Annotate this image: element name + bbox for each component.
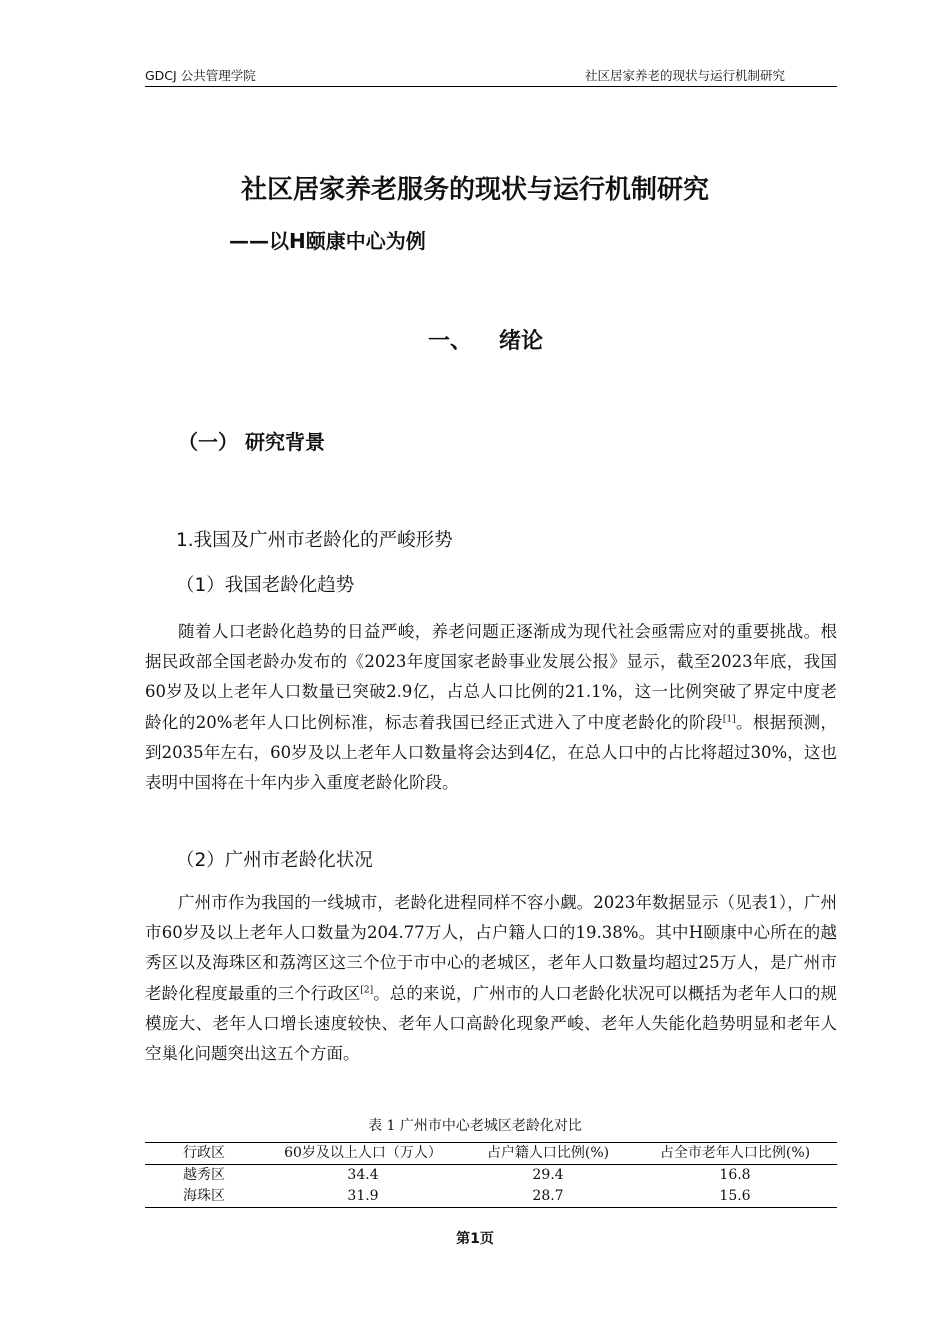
table-cell: 16.8 <box>719 1167 751 1183</box>
page-header <box>145 68 837 87</box>
part1-text-a: 随着人口老龄化趋势的日益严峻，养老问题正逐渐成为现代社会亟需应对的重要挑战。根据民政部全国老龄办发布的《2023年度国家老龄事业发展公报》显示，截至2023年底，我国60岁及以上老年人口数量已突破2.9亿，占总人口比例的21.1%，这一比例突破了界定中度老龄化的20%老年人口比例标准，标志着我国已经正式进入了中度老龄化的阶段 <box>145 622 837 732</box>
table-cell: 34.4 <box>347 1167 379 1183</box>
topic-heading: 1.我国及广州市老龄化的严峻形势 <box>176 530 453 551</box>
table-cell: 31.9 <box>347 1188 379 1204</box>
header-right-text: 社区居家养老的现状与运行机制研究 <box>584 68 785 83</box>
part2-heading: （2）广州市老龄化状况 <box>176 850 373 871</box>
subsection-heading <box>178 427 325 457</box>
section-number: 一、 <box>428 329 473 354</box>
part1-text-b: 。根据预测，到2035年左右，60岁及以上老年人口数量将会达到4亿，在总人口中的占比将超过30%，这也表明中国将在十年内步入重度老龄化阶段。 <box>145 712 837 793</box>
part2-text-a: 广州市作为我国的一线城市，老龄化进程同样不容小觑。2023年数据显示（见表1），广州市60岁及以上老年人口数量为204.77万人，占户籍人口的19.38%。其中H颐康中心所在的越秀区以及海珠区和荔湾区这三个位于市中心的老城区，老年人口数量均超过25万人，是广州市老龄化程度最重的三个行政区 <box>145 893 837 1003</box>
document-subtitle: ——以H颐康中心为例 <box>229 229 426 253</box>
table-row <box>145 1186 837 1208</box>
document-title: 社区居家养老服务的现状与运行机制研究 <box>240 175 709 205</box>
aging-comparison-table <box>145 1142 837 1208</box>
subsection-title: 研究背景 <box>245 430 325 454</box>
table-cell: 28.7 <box>532 1188 564 1204</box>
header-left-text: GDCJ 公共管理学院 <box>145 68 256 83</box>
part2-text-b: 。总的来说，广州市的人口老龄化状况可以概括为老年人口的规模庞大、老年人口增长速度较快、老年人口高龄化现象严峻、老年人失能化趋势明显和老年人空巢化问题突出这五个方面。 <box>145 983 838 1064</box>
table-cell: 15.6 <box>719 1188 751 1204</box>
column-header-city-elderly-ratio: 占全市老年人口比例(%) <box>659 1145 811 1161</box>
column-header-elderly-population: 60岁及以上人口（万人） <box>284 1145 442 1161</box>
column-header-household-ratio: 占户籍人口比例(%) <box>486 1145 610 1161</box>
table-cell: 海珠区 <box>183 1188 225 1204</box>
citation-ref-2[interactable]: [2] <box>360 985 374 996</box>
table-row <box>145 1165 837 1187</box>
section-title: 绪论 <box>499 329 544 354</box>
table-header-row <box>145 1143 837 1165</box>
column-header-district: 行政区 <box>183 1145 225 1161</box>
table-caption: 表 1 广州市中心老城区老龄化对比 <box>368 1118 582 1134</box>
part1-heading: （1）我国老龄化趋势 <box>176 575 355 596</box>
table-cell: 越秀区 <box>183 1167 225 1183</box>
subsection-number: （一） <box>178 430 238 454</box>
page-number: 第1页 <box>456 1231 494 1247</box>
section-heading <box>428 326 543 358</box>
part2-paragraph <box>145 888 837 1069</box>
part1-paragraph <box>145 617 837 798</box>
table-cell: 29.4 <box>532 1167 564 1183</box>
citation-ref-1[interactable]: [1] <box>722 714 736 725</box>
